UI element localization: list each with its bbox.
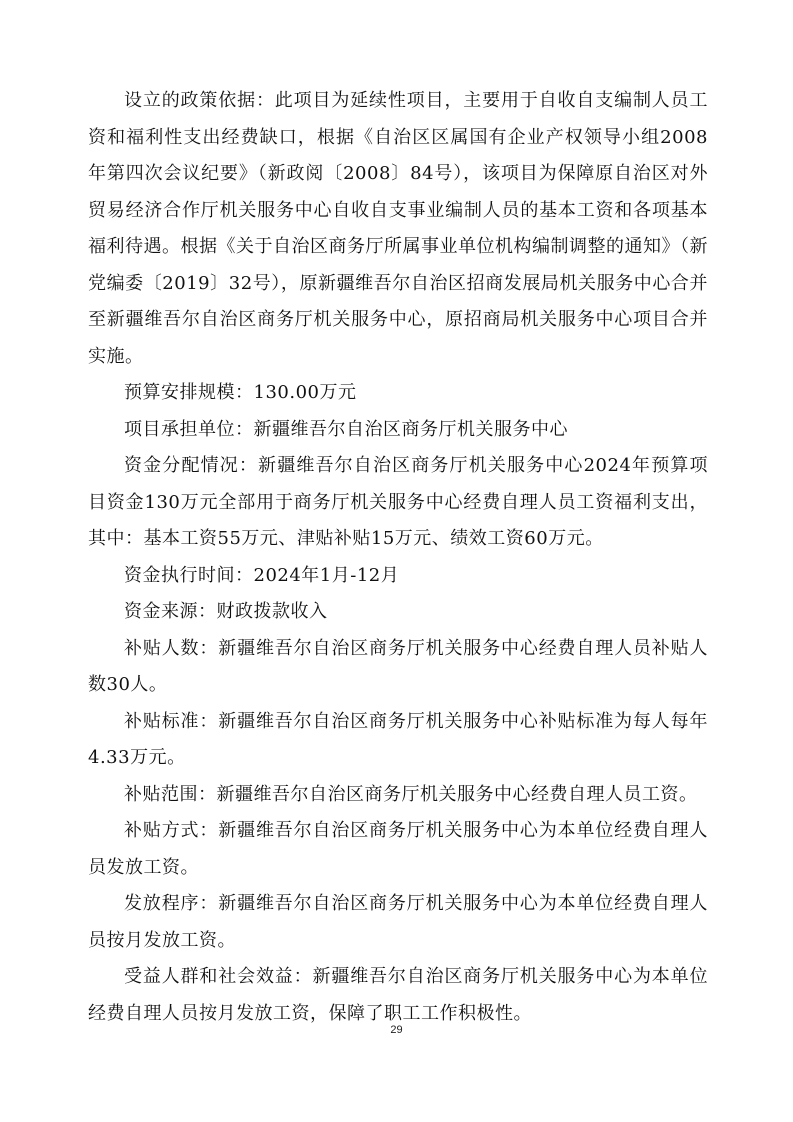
paragraph-subsidy-scope: 补贴范围：新疆维吾尔自治区商务厅机关服务中心经费自理人员工资。 bbox=[124, 783, 698, 805]
paragraph-responsible-unit: 项目承担单位：新疆维吾尔自治区商务厅机关服务中心 bbox=[124, 418, 568, 440]
paragraph-subsidy-method: 补贴方式：新疆维吾尔自治区商务厅机关服务中心为本单位经费自理人员发放工资。 bbox=[88, 820, 708, 878]
paragraph-subsidy-count: 补贴人数：新疆维吾尔自治区商务厅机关服务中心经费自理人员补贴人数30人。 bbox=[88, 637, 708, 695]
paragraph-beneficiaries: 受益人群和社会效益：新疆维吾尔自治区商务厅机关服务中心为本单位经费自理人员按月发放工资，保障了职工工作积极性。 bbox=[88, 966, 708, 1024]
paragraph-budget-scale: 预算安排规模：130.00万元 bbox=[124, 382, 357, 403]
paragraph-fund-source: 资金来源：财政拨款收入 bbox=[124, 601, 328, 622]
document-body bbox=[88, 83, 708, 1032]
paragraph-execution-time: 资金执行时间：2024年1月-12月 bbox=[124, 564, 400, 586]
paragraph-payment-procedure: 发放程序：新疆维吾尔自治区商务厅机关服务中心为本单位经费自理人员按月发放工资。 bbox=[88, 893, 708, 951]
paragraph-subsidy-standard: 补贴标准：新疆维吾尔自治区商务厅机关服务中心补贴标准为每人每年4.33万元。 bbox=[88, 710, 708, 768]
paragraph-fund-allocation: 资金分配情况：新疆维吾尔自治区商务厅机关服务中心2024年预算项目资金130万元全部用于商务厅机关服务中心经费自理人员工资福利支出，其中：基本工资55万元、津贴补贴15万元、绩效工资60万元。 bbox=[88, 455, 708, 549]
paragraph-policy-basis: 设立的政策依据：此项目为延续性项目，主要用于自收自支编制人员工资和福利性支出经费缺口，根据《自治区区属国有企业产权领导小组2008年第四次会议纪要》（新政阅〔2008〕84号），该项目为保障原自治区对外贸易经济合作厅机关服务中心自收自支事业编制人员的基本工资和各项基本福利待遇。根据《关于自治区商务厅所属事业单位机构编制调整的通知》（新党编委〔2019〕32号），原新疆维吾尔自治区招商发展局机关服务中心合并至新疆维吾尔自治区商务厅机关服务中心，原招商局机关服务中心项目合并实施。 bbox=[88, 90, 708, 367]
page-number: 29 bbox=[390, 1024, 403, 1036]
